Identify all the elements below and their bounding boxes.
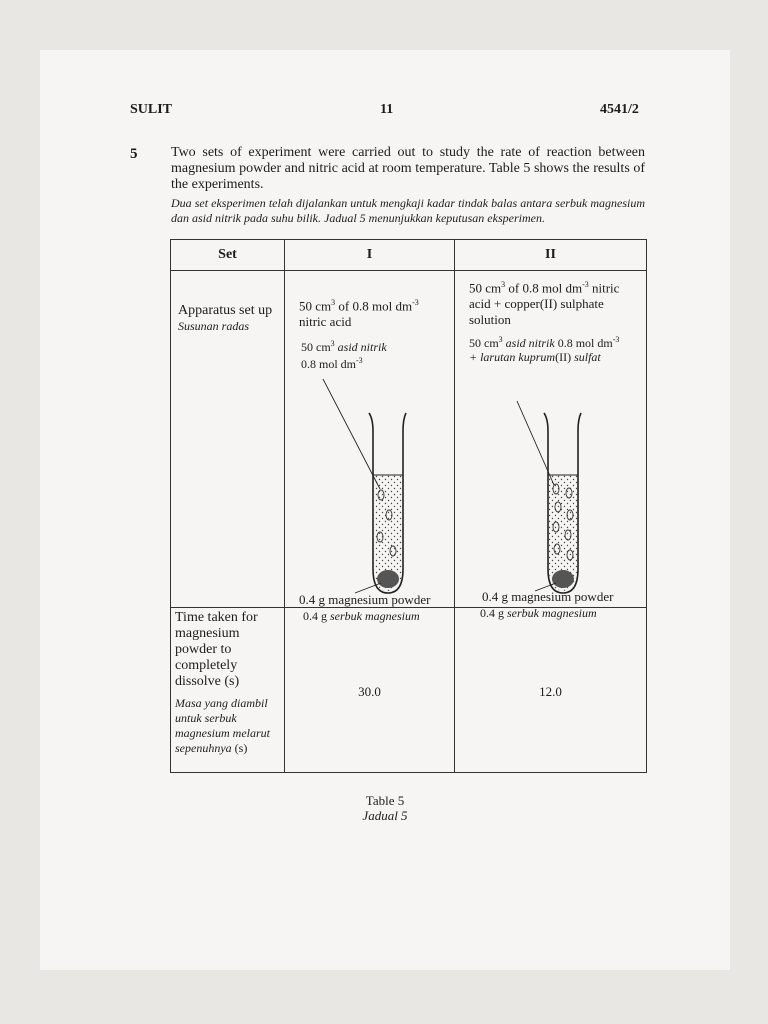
set1-powder-label-ms: 0.4 g serbuk magnesium	[303, 609, 420, 623]
header-set-1: I	[285, 240, 455, 271]
set1-solution-label-ms: 50 $cm^3$ asid nitrik 0.8 mol $dm^{-3}$	[301, 339, 387, 371]
table-caption-ms: Jadual 5	[362, 808, 408, 823]
results-table	[170, 239, 647, 773]
set1-test-tube-diagram	[285, 271, 455, 607]
set2-solution-label-ms: 50 $cm^3$ asid nitrik 0.8 mol $dm^{-3}$ + larutan kuprum(II) sulfat	[469, 335, 620, 364]
time-value-set-2-text: 12.0	[539, 684, 562, 699]
header-sulit: SULIT	[130, 102, 173, 117]
apparatus-cell-set-1	[285, 271, 455, 623]
question-text-en: Two sets of experiment were carried out to study the rate of reaction between magnesium powder and nitric acid at room temperature. Table 5 shows the results of the experiments.	[171, 145, 645, 192]
apparatus-label-cell	[171, 271, 285, 608]
time-value-set-1	[285, 608, 455, 773]
header-page-number: 11	[380, 102, 394, 117]
time-label-en: Time taken for magnesium powder to completely dissolve (s)	[175, 610, 258, 689]
table-header-row	[171, 240, 647, 271]
set1-solution-label-en: 50 $cm^3$ of 0.8 mol $dm^{-3}$ nitric acid	[299, 298, 419, 330]
time-value-set-2	[455, 608, 647, 773]
set2-test-tube-diagram	[455, 271, 647, 607]
set2-powder-label-ms: 0.4 g serbuk magnesium	[480, 606, 597, 620]
time-row	[171, 608, 647, 773]
set2-solution-label-en: 50 $cm^3$ of 0.8 mol $dm^{-3}$ nitric acid + copper(II) sulphate solution	[469, 280, 620, 328]
question-text-ms: Dua set eksperimen telah dijalankan untuk mengkaji kadar tindak balas antara serbuk magnesium dan asid nitrik pada suhu bilik. Jadual 5 menunjukkan keputusan eksperimen.	[171, 196, 645, 225]
apparatus-label-ms: Susunan radas	[178, 319, 250, 333]
apparatus-label-en: Apparatus set up	[178, 303, 273, 318]
time-label-ms: Masa yang diambil untuk serbuk magnesium melarut sepenuhnya (s)	[175, 696, 270, 755]
set2-powder-label-en: 0.4 g magnesium powder	[482, 589, 614, 604]
header-set-2: II	[455, 240, 647, 271]
apparatus-cell-set-2	[455, 271, 647, 620]
table-caption-en: Table 5	[365, 793, 405, 808]
time-label-cell	[171, 608, 285, 773]
time-value-set-1-text: 30.0	[358, 684, 381, 699]
header-paper-code: 4541/2	[600, 102, 639, 117]
header-set: Set	[171, 240, 285, 271]
question-number: 5	[130, 146, 138, 162]
set1-powder-label-en: 0.4 g magnesium powder	[299, 592, 431, 607]
apparatus-row	[171, 271, 647, 608]
